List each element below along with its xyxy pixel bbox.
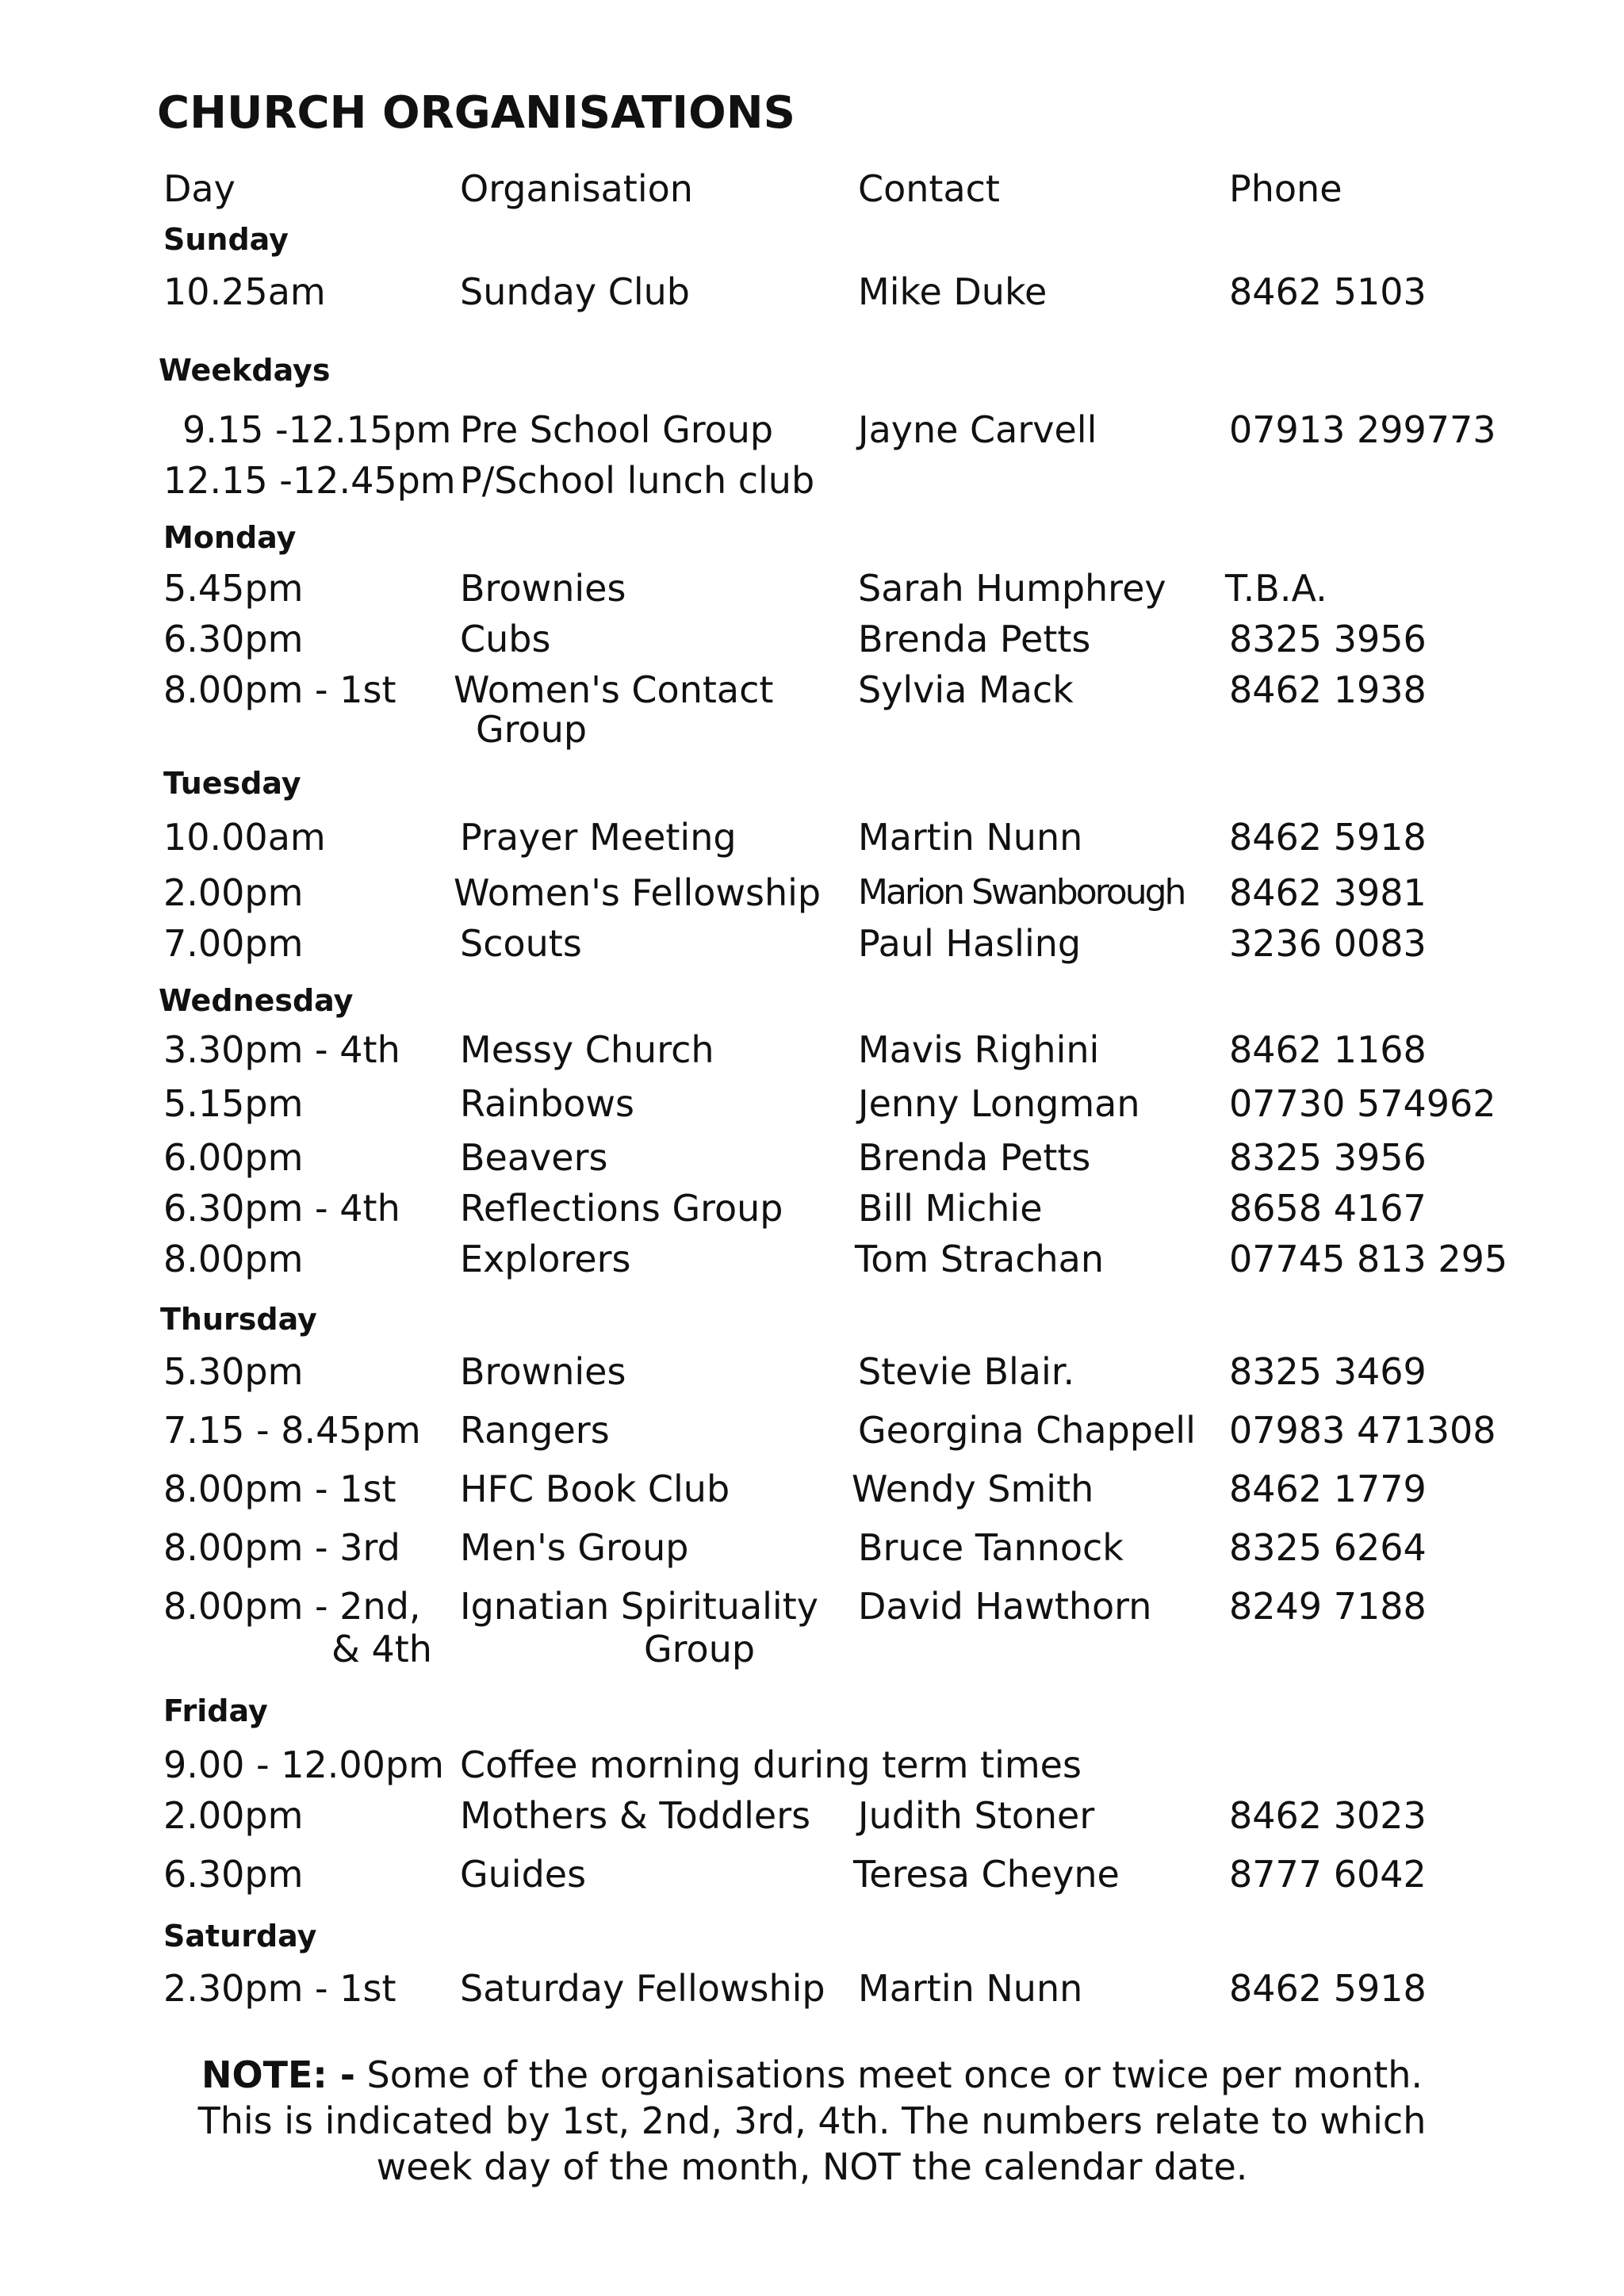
row-phone: 8658 4167 xyxy=(1229,1187,1427,1230)
row-organisation: Saturday Fellowship xyxy=(460,1967,825,2010)
row-phone: 07913 299773 xyxy=(1229,408,1496,451)
row-contact: Martin Nunn xyxy=(858,816,1083,859)
table-row xyxy=(0,1238,1624,1286)
table-row xyxy=(0,568,1624,615)
row-time: 8.00pm - 3rd xyxy=(163,1526,400,1569)
row-phone: 8325 3469 xyxy=(1229,1350,1427,1393)
footnote-line-2: This is indicated by 1st, 2nd, 3rd, 4th. The numbers relate to which xyxy=(197,2099,1427,2142)
column-headers xyxy=(0,168,1624,216)
row-organisation: Messy Church xyxy=(460,1028,714,1071)
row-organisation: Rainbows xyxy=(460,1082,635,1125)
row-phone: 07730 574962 xyxy=(1229,1082,1496,1125)
row-organisation: Rangers xyxy=(460,1409,610,1452)
row-contact: Wendy Smith xyxy=(852,1468,1094,1510)
row-organisation-continued: Group xyxy=(644,1628,756,1670)
footnote xyxy=(0,2052,1624,2190)
note-label: NOTE: - xyxy=(201,2053,355,2096)
row-phone: 07983 471308 xyxy=(1229,1409,1496,1452)
row-contact: Judith Stoner xyxy=(858,1794,1095,1837)
table-row xyxy=(0,923,1624,970)
row-organisation: Pre School Group xyxy=(460,408,774,451)
row-time: 3.30pm - 4th xyxy=(163,1028,400,1071)
row-contact: Brenda Petts xyxy=(858,1136,1091,1179)
row-contact: David Hawthorn xyxy=(858,1585,1152,1628)
row-time: 6.30pm xyxy=(163,1853,304,1896)
row-phone: 8249 7188 xyxy=(1229,1585,1427,1628)
page-title: CHURCH ORGANISATIONS xyxy=(157,87,795,139)
table-row xyxy=(0,618,1624,666)
row-phone: 8462 1938 xyxy=(1229,668,1427,711)
header-contact: Contact xyxy=(858,167,1000,210)
row-contact: Sylvia Mack xyxy=(858,668,1074,711)
row-organisation: Scouts xyxy=(460,922,582,965)
header-phone: Phone xyxy=(1229,167,1342,210)
section-heading-friday: Friday xyxy=(163,1693,268,1728)
row-contact: Stevie Blair. xyxy=(858,1350,1075,1393)
row-phone: 8462 5103 xyxy=(1229,270,1427,313)
row-time: 6.30pm - 4th xyxy=(163,1187,400,1230)
table-row xyxy=(0,1083,1624,1131)
row-time: 8.00pm xyxy=(163,1238,304,1280)
row-phone: 07745 813 295 xyxy=(1229,1238,1508,1280)
row-phone: 8325 3956 xyxy=(1229,618,1427,660)
row-contact: Jenny Longman xyxy=(858,1082,1140,1125)
row-time-continued: & 4th xyxy=(331,1628,432,1670)
table-row xyxy=(0,1527,1624,1575)
row-organisation: HFC Book Club xyxy=(460,1468,730,1510)
row-contact: Jayne Carvell xyxy=(858,408,1097,451)
row-contact: Georgina Chappell xyxy=(858,1409,1196,1452)
section-heading-tuesday: Tuesday xyxy=(163,766,301,801)
row-organisation: Women's Fellowship xyxy=(454,871,822,914)
row-time: 7.00pm xyxy=(163,922,304,965)
table-row xyxy=(0,872,1624,920)
row-organisation: Mothers & Toddlers xyxy=(460,1794,811,1837)
row-contact: Sarah Humphrey xyxy=(858,567,1166,610)
row-organisation: Brownies xyxy=(460,1350,626,1393)
row-organisation: Guides xyxy=(460,1853,587,1896)
table-row xyxy=(0,1968,1624,2015)
row-organisation: Beavers xyxy=(460,1136,608,1179)
row-organisation: Cubs xyxy=(460,618,551,660)
row-organisation: P/School lunch club xyxy=(460,459,815,502)
table-row xyxy=(0,817,1624,864)
header-day: Day xyxy=(163,167,236,210)
row-time: 9.15 -12.15pm xyxy=(182,408,452,451)
section-heading-saturday: Saturday xyxy=(163,1919,317,1954)
row-time: 8.00pm - 1st xyxy=(163,668,396,711)
row-time: 6.00pm xyxy=(163,1136,304,1179)
row-time: 7.15 - 8.45pm xyxy=(163,1409,421,1452)
row-contact: Bruce Tannock xyxy=(858,1526,1124,1569)
table-row xyxy=(0,1351,1624,1399)
row-organisation: Men's Group xyxy=(460,1526,689,1569)
table-row xyxy=(0,1744,1624,1792)
table-row xyxy=(0,669,1624,756)
table-row xyxy=(0,1795,1624,1843)
row-phone: 8325 6264 xyxy=(1229,1526,1427,1569)
section-heading-weekdays: Weekdays xyxy=(159,353,331,388)
row-phone: 8462 5918 xyxy=(1229,1967,1427,2010)
row-contact: Mavis Righini xyxy=(858,1028,1100,1071)
footnote-line-1 xyxy=(0,2052,1624,2098)
row-organisation: Coffee morning during term times xyxy=(460,1743,1082,1786)
row-contact: Mike Duke xyxy=(858,270,1048,313)
table-row xyxy=(0,1854,1624,1901)
row-organisation: Reflections Group xyxy=(460,1187,783,1230)
row-organisation: Brownies xyxy=(460,567,626,610)
row-time: 8.00pm - 2nd, xyxy=(163,1585,421,1628)
table-row xyxy=(0,1188,1624,1235)
row-contact: Bill Michie xyxy=(858,1187,1043,1230)
row-contact: Marion Swanborough xyxy=(858,872,1185,913)
row-organisation: Sunday Club xyxy=(460,270,690,313)
section-heading-monday: Monday xyxy=(163,520,297,555)
row-contact: Tom Strachan xyxy=(855,1238,1104,1280)
table-row xyxy=(0,409,1624,457)
row-phone: 8462 3023 xyxy=(1229,1794,1427,1837)
row-phone: 3236 0083 xyxy=(1229,922,1427,965)
header-organisation: Organisation xyxy=(460,167,693,210)
row-time: 5.15pm xyxy=(163,1082,304,1125)
row-phone: 8462 1779 xyxy=(1229,1468,1427,1510)
table-row xyxy=(0,271,1624,319)
row-time: 10.00am xyxy=(163,816,326,859)
row-time: 5.45pm xyxy=(163,567,304,610)
table-row xyxy=(0,1029,1624,1077)
footnote-line-3: week day of the month, NOT the calendar date. xyxy=(376,2145,1248,2188)
row-organisation: Explorers xyxy=(460,1238,631,1280)
row-time: 2.00pm xyxy=(163,1794,304,1837)
row-time: 10.25am xyxy=(163,270,326,313)
row-contact: Martin Nunn xyxy=(858,1967,1083,2010)
row-phone: 8462 1168 xyxy=(1229,1028,1427,1071)
row-organisation: Prayer Meeting xyxy=(460,816,737,859)
row-time: 9.00 - 12.00pm xyxy=(163,1743,444,1786)
section-heading-wednesday: Wednesday xyxy=(159,983,354,1018)
row-phone: 8462 5918 xyxy=(1229,816,1427,859)
row-organisation-continued: Group xyxy=(476,708,588,751)
row-phone: 8777 6042 xyxy=(1229,1853,1427,1896)
section-heading-sunday: Sunday xyxy=(163,222,289,257)
table-row xyxy=(0,1410,1624,1457)
table-row xyxy=(0,1137,1624,1184)
row-time: 8.00pm - 1st xyxy=(163,1468,396,1510)
row-time: 2.30pm - 1st xyxy=(163,1967,396,2010)
table-row xyxy=(0,460,1624,507)
table-row xyxy=(0,1468,1624,1516)
row-organisation: Women's Contact xyxy=(454,668,774,711)
section-heading-thursday: Thursday xyxy=(160,1302,317,1337)
row-contact: Paul Hasling xyxy=(858,922,1082,965)
table-row xyxy=(0,1586,1624,1678)
row-time: 2.00pm xyxy=(163,871,304,914)
row-phone: 8325 3956 xyxy=(1229,1136,1427,1179)
row-phone: T.B.A. xyxy=(1225,567,1327,610)
row-time: 12.15 -12.45pm xyxy=(163,459,456,502)
row-phone: 8462 3981 xyxy=(1229,871,1427,914)
row-contact: Teresa Cheyne xyxy=(853,1853,1120,1896)
note-text-1: Some of the organisations meet once or twice per month. xyxy=(354,2053,1423,2096)
row-time: 5.30pm xyxy=(163,1350,304,1393)
row-organisation: Ignatian Spirituality xyxy=(460,1585,818,1628)
row-time: 6.30pm xyxy=(163,618,304,660)
row-contact: Brenda Petts xyxy=(858,618,1091,660)
